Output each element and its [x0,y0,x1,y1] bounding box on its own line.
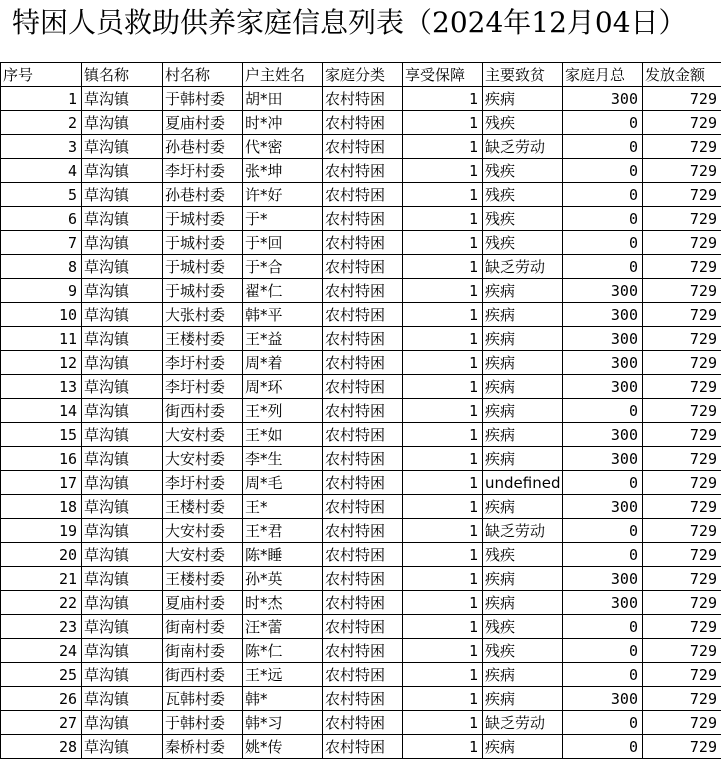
cell-village: 李圩村委 [163,375,243,399]
cell-poverty-cause: 疾病 [483,303,563,327]
cell-amount: 729 [643,711,721,735]
table-row [1,351,721,375]
table-row [1,279,721,303]
cell-family-type: 农村特困 [323,615,403,639]
cell-householder: 胡*田 [243,87,323,111]
cell-poverty-cause: 残疾 [483,543,563,567]
column-header-poverty-cause: 主要致贫 [483,63,563,87]
cell-poverty-cause: 疾病 [483,399,563,423]
cell-village: 街南村委 [163,615,243,639]
cell-index: 24 [1,639,82,663]
cell-amount: 729 [643,375,721,399]
cell-amount: 729 [643,471,721,495]
cell-family-type: 农村特困 [323,663,403,687]
cell-poverty-cause: 疾病 [483,327,563,351]
cell-amount: 729 [643,519,721,543]
column-header-amount: 发放金额 [643,63,721,87]
cell-householder: 韩*平 [243,303,323,327]
cell-amount: 729 [643,255,721,279]
column-header-monthly-income: 家庭月总 [563,63,643,87]
cell-village: 街西村委 [163,399,243,423]
cell-family-type: 农村特困 [323,111,403,135]
cell-town: 草沟镇 [82,639,163,663]
cell-village: 街南村委 [163,639,243,663]
cell-monthly-income: 0 [563,231,643,255]
cell-amount: 729 [643,183,721,207]
cell-householder: 时*冲 [243,111,323,135]
cell-monthly-income: 0 [563,399,643,423]
cell-householder: 王*益 [243,327,323,351]
cell-amount: 729 [643,615,721,639]
cell-coverage: 1 [403,711,483,735]
cell-amount: 729 [643,735,721,759]
cell-village: 王楼村委 [163,495,243,519]
cell-poverty-cause: 疾病 [483,735,563,759]
cell-index: 3 [1,135,82,159]
cell-poverty-cause: 残疾 [483,159,563,183]
cell-householder: 于*合 [243,255,323,279]
cell-index: 12 [1,351,82,375]
cell-town: 草沟镇 [82,207,163,231]
cell-town: 草沟镇 [82,87,163,111]
cell-amount: 729 [643,303,721,327]
page-title: 特困人员救助供养家庭信息列表（2024年12月04日） [0,4,721,42]
table-body [1,87,721,759]
cell-index: 4 [1,159,82,183]
table-row [1,591,721,615]
cell-index: 21 [1,567,82,591]
cell-coverage: 1 [403,279,483,303]
cell-coverage: 1 [403,375,483,399]
table-row [1,615,721,639]
cell-coverage: 1 [403,567,483,591]
cell-amount: 729 [643,543,721,567]
cell-poverty-cause: 疾病 [483,423,563,447]
cell-village: 于城村委 [163,231,243,255]
cell-family-type: 农村特困 [323,735,403,759]
column-header-town: 镇名称 [82,63,163,87]
cell-amount: 729 [643,111,721,135]
cell-monthly-income: 0 [563,543,643,567]
cell-householder: 汪*蕾 [243,615,323,639]
cell-monthly-income: 0 [563,159,643,183]
cell-amount: 729 [643,495,721,519]
cell-monthly-income: 300 [563,687,643,711]
header-row [1,63,721,87]
cell-monthly-income: 0 [563,615,643,639]
cell-householder: 周*毛 [243,471,323,495]
cell-index: 23 [1,615,82,639]
cell-monthly-income: 0 [563,207,643,231]
cell-amount: 729 [643,279,721,303]
cell-monthly-income: 300 [563,591,643,615]
cell-coverage: 1 [403,303,483,327]
table-row [1,687,721,711]
table-row [1,711,721,735]
cell-monthly-income: 300 [563,303,643,327]
cell-family-type: 农村特困 [323,207,403,231]
cell-index: 19 [1,519,82,543]
column-header-index: 序号 [1,63,82,87]
table-row [1,231,721,255]
title-area [0,0,721,62]
cell-amount: 729 [643,567,721,591]
cell-index: 5 [1,183,82,207]
cell-town: 草沟镇 [82,111,163,135]
table-row [1,495,721,519]
cell-village: 李圩村委 [163,351,243,375]
cell-poverty-cause: 缺乏劳动 [483,255,563,279]
cell-town: 草沟镇 [82,711,163,735]
cell-town: 草沟镇 [82,591,163,615]
cell-town: 草沟镇 [82,735,163,759]
cell-coverage: 1 [403,159,483,183]
cell-town: 草沟镇 [82,567,163,591]
cell-town: 草沟镇 [82,255,163,279]
cell-householder: 陈*睡 [243,543,323,567]
cell-monthly-income: 0 [563,639,643,663]
cell-town: 草沟镇 [82,423,163,447]
cell-town: 草沟镇 [82,663,163,687]
cell-coverage: 1 [403,399,483,423]
cell-amount: 729 [643,687,721,711]
cell-poverty-cause: 疾病 [483,663,563,687]
cell-village: 孙巷村委 [163,135,243,159]
cell-amount: 729 [643,423,721,447]
cell-poverty-cause: 疾病 [483,279,563,303]
cell-amount: 729 [643,663,721,687]
cell-poverty-cause: 缺乏劳动 [483,711,563,735]
cell-family-type: 农村特困 [323,447,403,471]
cell-householder: 韩* [243,687,323,711]
cell-householder: 代*密 [243,135,323,159]
cell-coverage: 1 [403,591,483,615]
cell-family-type: 农村特困 [323,183,403,207]
cell-village: 大安村委 [163,447,243,471]
cell-family-type: 农村特困 [323,711,403,735]
cell-village: 孙巷村委 [163,183,243,207]
cell-monthly-income: 0 [563,711,643,735]
cell-coverage: 1 [403,231,483,255]
cell-coverage: 1 [403,519,483,543]
cell-town: 草沟镇 [82,183,163,207]
cell-householder: 时*杰 [243,591,323,615]
cell-town: 草沟镇 [82,615,163,639]
cell-amount: 729 [643,399,721,423]
table-row [1,471,721,495]
cell-coverage: 1 [403,135,483,159]
cell-householder: 王*远 [243,663,323,687]
cell-coverage: 1 [403,471,483,495]
cell-coverage: 1 [403,735,483,759]
cell-index: 17 [1,471,82,495]
cell-householder: 翟*仁 [243,279,323,303]
cell-coverage: 1 [403,615,483,639]
cell-family-type: 农村特困 [323,255,403,279]
cell-family-type: 农村特困 [323,423,403,447]
cell-town: 草沟镇 [82,447,163,471]
cell-town: 草沟镇 [82,543,163,567]
table-row [1,543,721,567]
cell-monthly-income: 0 [563,111,643,135]
cell-amount: 729 [643,447,721,471]
cell-family-type: 农村特困 [323,231,403,255]
cell-village: 秦桥村委 [163,735,243,759]
cell-poverty-cause: 残疾 [483,639,563,663]
cell-coverage: 1 [403,663,483,687]
cell-village: 街西村委 [163,663,243,687]
cell-householder: 王*列 [243,399,323,423]
cell-index: 9 [1,279,82,303]
cell-monthly-income: 0 [563,255,643,279]
cell-village: 夏庙村委 [163,591,243,615]
cell-householder: 韩*习 [243,711,323,735]
cell-amount: 729 [643,87,721,111]
table-row [1,735,721,759]
cell-family-type: 农村特困 [323,135,403,159]
cell-monthly-income: 300 [563,327,643,351]
column-header-family-type: 家庭分类 [323,63,403,87]
table-row [1,663,721,687]
table-row [1,327,721,351]
cell-coverage: 1 [403,447,483,471]
cell-monthly-income: 300 [563,567,643,591]
cell-monthly-income: 300 [563,87,643,111]
cell-town: 草沟镇 [82,231,163,255]
table-row [1,183,721,207]
cell-householder: 许*好 [243,183,323,207]
cell-family-type: 农村特困 [323,639,403,663]
cell-family-type: 农村特困 [323,471,403,495]
cell-householder: 李*生 [243,447,323,471]
cell-family-type: 农村特困 [323,375,403,399]
cell-village: 大安村委 [163,543,243,567]
cell-village: 于城村委 [163,207,243,231]
cell-coverage: 1 [403,351,483,375]
cell-monthly-income: 300 [563,279,643,303]
cell-poverty-cause: undefined [483,471,563,495]
cell-index: 18 [1,495,82,519]
cell-village: 于城村委 [163,279,243,303]
table-row [1,111,721,135]
cell-index: 6 [1,207,82,231]
cell-householder: 周*环 [243,375,323,399]
cell-householder: 于* [243,207,323,231]
cell-index: 25 [1,663,82,687]
cell-poverty-cause: 残疾 [483,207,563,231]
cell-amount: 729 [643,591,721,615]
cell-family-type: 农村特困 [323,87,403,111]
cell-town: 草沟镇 [82,471,163,495]
column-header-householder: 户主姓名 [243,63,323,87]
cell-monthly-income: 0 [563,519,643,543]
cell-householder: 孙*英 [243,567,323,591]
cell-index: 26 [1,687,82,711]
cell-coverage: 1 [403,639,483,663]
table-row [1,303,721,327]
cell-poverty-cause: 残疾 [483,231,563,255]
cell-village: 大安村委 [163,519,243,543]
cell-coverage: 1 [403,207,483,231]
cell-amount: 729 [643,351,721,375]
cell-index: 14 [1,399,82,423]
cell-town: 草沟镇 [82,159,163,183]
cell-poverty-cause: 疾病 [483,351,563,375]
cell-coverage: 1 [403,423,483,447]
cell-town: 草沟镇 [82,351,163,375]
cell-poverty-cause: 疾病 [483,687,563,711]
cell-index: 13 [1,375,82,399]
cell-poverty-cause: 疾病 [483,375,563,399]
cell-town: 草沟镇 [82,135,163,159]
cell-index: 27 [1,711,82,735]
cell-monthly-income: 0 [563,735,643,759]
cell-family-type: 农村特困 [323,519,403,543]
cell-householder: 于*回 [243,231,323,255]
cell-coverage: 1 [403,255,483,279]
table-row [1,159,721,183]
cell-index: 8 [1,255,82,279]
cell-coverage: 1 [403,687,483,711]
cell-amount: 729 [643,327,721,351]
cell-town: 草沟镇 [82,399,163,423]
cell-village: 于韩村委 [163,87,243,111]
cell-householder: 姚*传 [243,735,323,759]
cell-index: 16 [1,447,82,471]
cell-family-type: 农村特困 [323,687,403,711]
cell-index: 22 [1,591,82,615]
table-row [1,135,721,159]
cell-monthly-income: 300 [563,375,643,399]
cell-poverty-cause: 疾病 [483,87,563,111]
cell-village: 王楼村委 [163,327,243,351]
table-row [1,255,721,279]
cell-town: 草沟镇 [82,327,163,351]
cell-householder: 王*如 [243,423,323,447]
cell-amount: 729 [643,159,721,183]
cell-amount: 729 [643,231,721,255]
table-row [1,567,721,591]
cell-family-type: 农村特困 [323,495,403,519]
cell-index: 10 [1,303,82,327]
cell-coverage: 1 [403,87,483,111]
cell-householder: 陈*仁 [243,639,323,663]
cell-monthly-income: 300 [563,447,643,471]
cell-coverage: 1 [403,327,483,351]
cell-poverty-cause: 缺乏劳动 [483,519,563,543]
cell-family-type: 农村特困 [323,567,403,591]
cell-monthly-income: 0 [563,663,643,687]
cell-family-type: 农村特困 [323,351,403,375]
table-row [1,207,721,231]
cell-poverty-cause: 残疾 [483,111,563,135]
column-header-coverage: 享受保障 [403,63,483,87]
cell-family-type: 农村特困 [323,399,403,423]
cell-index: 2 [1,111,82,135]
cell-poverty-cause: 疾病 [483,495,563,519]
table-row [1,423,721,447]
cell-village: 大张村委 [163,303,243,327]
cell-coverage: 1 [403,183,483,207]
cell-index: 7 [1,231,82,255]
table-row [1,447,721,471]
table-row [1,639,721,663]
cell-village: 于韩村委 [163,711,243,735]
data-table [0,62,721,759]
cell-village: 瓦韩村委 [163,687,243,711]
column-header-village: 村名称 [163,63,243,87]
cell-family-type: 农村特困 [323,591,403,615]
cell-householder: 张*坤 [243,159,323,183]
cell-village: 大安村委 [163,423,243,447]
cell-householder: 王*君 [243,519,323,543]
cell-town: 草沟镇 [82,687,163,711]
cell-village: 王楼村委 [163,567,243,591]
cell-family-type: 农村特困 [323,303,403,327]
cell-village: 夏庙村委 [163,111,243,135]
cell-monthly-income: 300 [563,495,643,519]
cell-index: 20 [1,543,82,567]
cell-coverage: 1 [403,543,483,567]
cell-coverage: 1 [403,111,483,135]
cell-town: 草沟镇 [82,519,163,543]
cell-monthly-income: 300 [563,423,643,447]
cell-town: 草沟镇 [82,279,163,303]
cell-town: 草沟镇 [82,375,163,399]
cell-amount: 729 [643,639,721,663]
cell-family-type: 农村特困 [323,279,403,303]
cell-family-type: 农村特困 [323,327,403,351]
cell-poverty-cause: 残疾 [483,183,563,207]
cell-village: 李圩村委 [163,159,243,183]
cell-householder: 周*着 [243,351,323,375]
cell-monthly-income: 0 [563,471,643,495]
cell-family-type: 农村特困 [323,159,403,183]
cell-amount: 729 [643,135,721,159]
cell-householder: 王* [243,495,323,519]
cell-poverty-cause: 缺乏劳动 [483,135,563,159]
cell-index: 1 [1,87,82,111]
cell-index: 28 [1,735,82,759]
cell-monthly-income: 300 [563,351,643,375]
table-row [1,399,721,423]
table-row [1,519,721,543]
cell-poverty-cause: 疾病 [483,567,563,591]
table-row [1,87,721,111]
cell-amount: 729 [643,207,721,231]
cell-coverage: 1 [403,495,483,519]
cell-poverty-cause: 疾病 [483,447,563,471]
cell-poverty-cause: 残疾 [483,615,563,639]
cell-monthly-income: 0 [563,183,643,207]
cell-family-type: 农村特困 [323,543,403,567]
cell-index: 15 [1,423,82,447]
cell-index: 11 [1,327,82,351]
cell-village: 于城村委 [163,255,243,279]
cell-monthly-income: 0 [563,135,643,159]
cell-poverty-cause: 疾病 [483,591,563,615]
table-row [1,375,721,399]
cell-town: 草沟镇 [82,495,163,519]
cell-village: 李圩村委 [163,471,243,495]
cell-town: 草沟镇 [82,303,163,327]
